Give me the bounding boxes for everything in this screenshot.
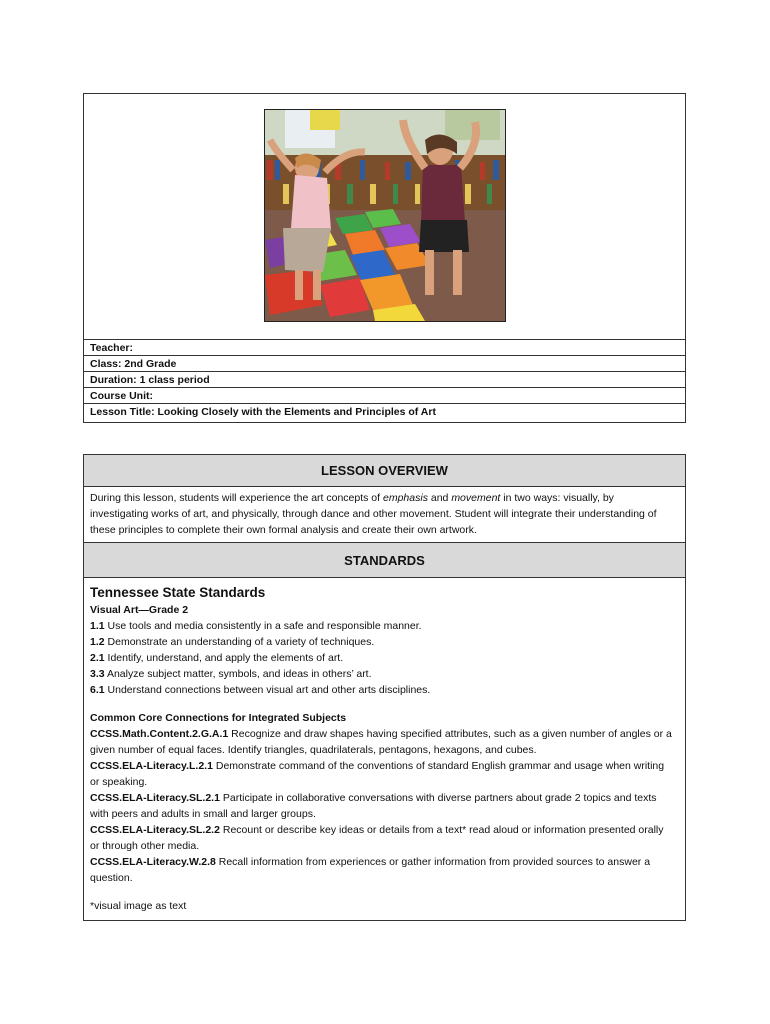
standards-heading: STANDARDS <box>84 542 685 578</box>
cc-item: CCSS.ELA-Literacy.L.2.1 Demonstrate command of the conventions of standard English grammar and usage when writing or speaking. <box>90 760 665 788</box>
cc-item: CCSS.ELA-Literacy.SL.2.2 Recount or describe key ideas or details from a text* read aloud or information presented orally or through other media. <box>90 824 664 852</box>
class-row: Class: 2nd Grade <box>84 356 685 372</box>
visual-art-subtitle: Visual Art—Grade 2 <box>90 604 189 616</box>
lesson-details-box <box>83 454 686 921</box>
cc-item: CCSS.ELA-Literacy.SL.2.1 Participate in collaborative conversations with diverse partners about grade 2 topics and texts with peers and adults in small and larger groups. <box>90 792 657 820</box>
common-core-title: Common Core Connections for Integrated Subjects <box>90 712 347 724</box>
children-dancing-image <box>265 110 505 321</box>
standard-item: 6.1 Understand connections between visual art and other arts disciplines. <box>90 684 431 696</box>
standard-item: 2.1 Identify, understand, and apply the elements of art. <box>90 652 344 664</box>
standard-item: 1.1 Use tools and media consistently in a safe and responsible manner. <box>90 620 422 632</box>
lesson-photo <box>264 109 506 322</box>
lesson-overview-text: During this lesson, students will experience the art concepts of emphasis and movement in two ways: visually, by investigating works of art, and physically, through dance and other movement. Student will integrate their understanding of these principles to complete their own formal analysis and create their own artwork. <box>90 492 657 536</box>
lesson-overview-heading: LESSON OVERVIEW <box>84 455 685 487</box>
lesson-title-row: Lesson Title: Looking Closely with the Elements and Principles of Art <box>90 406 436 418</box>
duration-row: Duration: 1 class period <box>84 372 685 388</box>
cc-item: CCSS.ELA-Literacy.W.2.8 Recall information from experiences or gather information from provided sources to answer a question. <box>90 856 651 884</box>
teacher-row: Teacher: <box>84 340 685 356</box>
standard-item: 3.3 Analyze subject matter, symbols, and ideas in others’ art. <box>90 668 372 680</box>
photo-cell <box>84 94 685 340</box>
lesson-info-box <box>83 93 686 423</box>
cc-item: CCSS.Math.Content.2.G.A.1 Recognize and draw shapes having specified attributes, such as a given number of angles or a given number of equal faces. Identify triangles, quadrilaterals, pentagons, hexagons, and cubes. <box>90 728 672 756</box>
course-unit-row: Course Unit: <box>84 388 685 404</box>
footnote: *visual image as text <box>90 900 187 912</box>
standards-body <box>90 584 675 914</box>
standard-item: 1.2 Demonstrate an understanding of a variety of techniques. <box>90 636 375 648</box>
state-standards-title: Tennessee State Standards <box>90 585 266 600</box>
